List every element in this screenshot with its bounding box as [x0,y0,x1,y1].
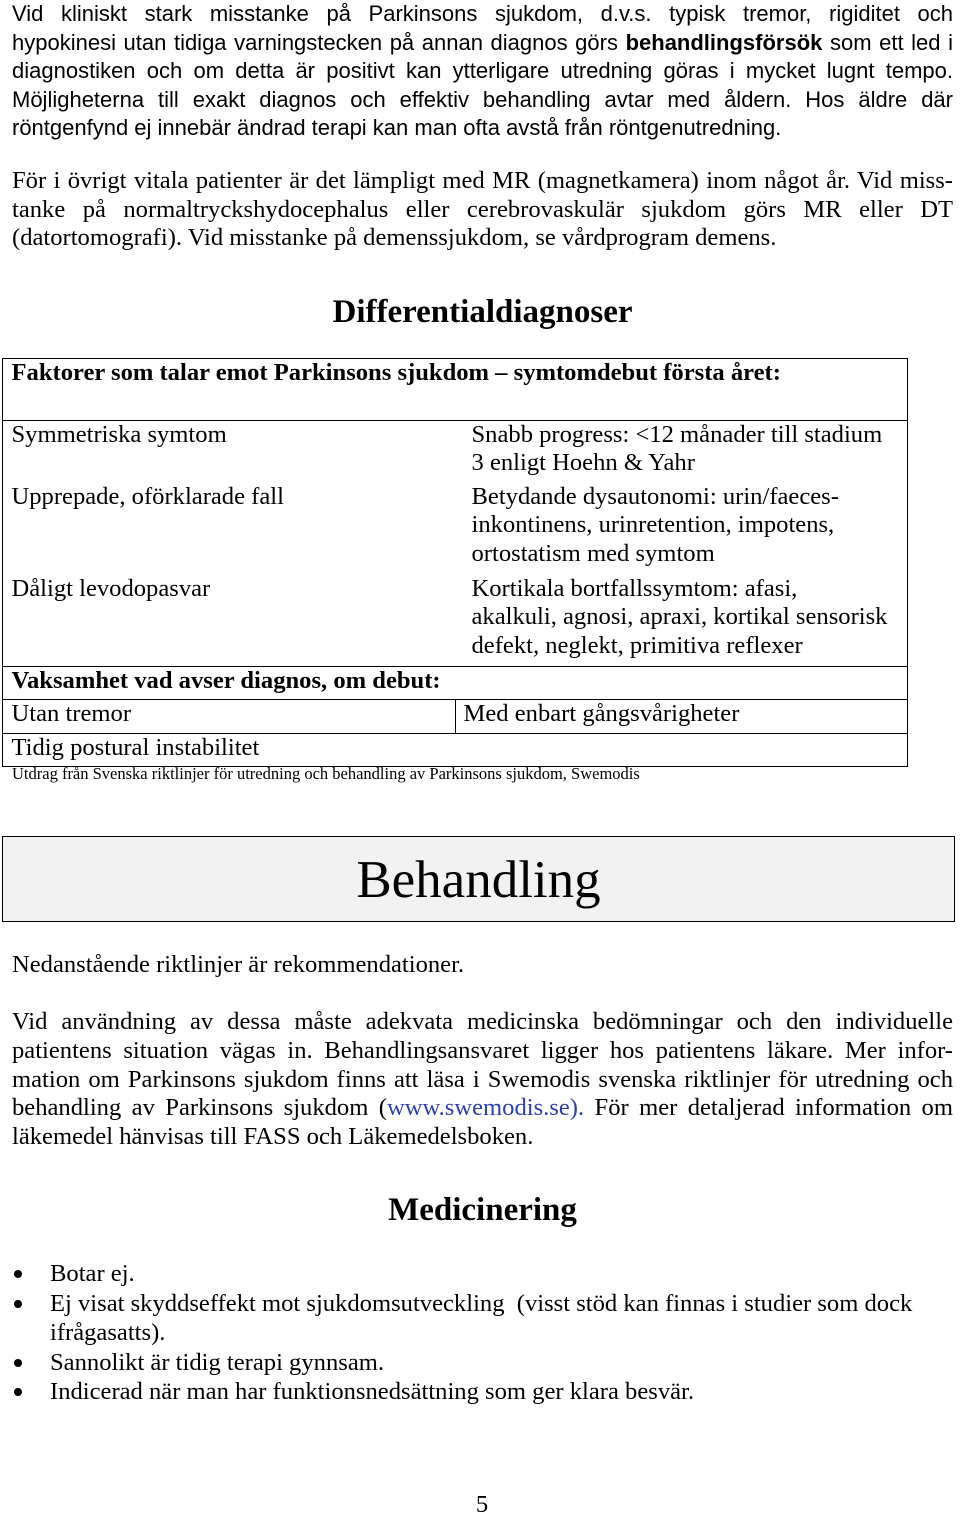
list-item [50,1259,930,1289]
table-cell-line: ortostatism med symtom [471,539,715,567]
table-cell-caution: Med enbart gångsvårigheter [463,699,740,727]
paragraph-line: läkemedel hänvisas till FASS och Läkemedelsboken. [12,1123,534,1150]
table-cell-factor: Upprepade, oförklarade fall [11,482,284,510]
paragraph-line: mation om Parkinsons sjukdom finns att läsa i Swemodis svenska riktlinjer för utredning och [12,1065,953,1093]
paragraph-line: För i övrigt vitala patienter är det lämpligt med MR (magnetkamera) inom något år. Vid miss- [12,167,953,194]
bullet-icon [14,1388,22,1396]
bullet-icon [14,1300,22,1308]
table-cell-factor-detail [472,575,888,661]
swemodis-link[interactable]: www.swemodis.se). [386,1094,585,1122]
section-heading-behandling: Behandling [356,850,601,909]
paragraph-line-text: behandling av Parkinsons sjukdom ( [12,1094,387,1122]
table-cell-factor-detail [472,421,883,478]
paragraph-line [12,1094,953,1123]
table-header: Faktorer som talar emot Parkinsons sjukdom – symtomdebut första året: [11,358,781,386]
list-item [50,1348,930,1378]
paragraph-line: Möjligheterna till exakt diagnos och effektiv behandling avtar med åldern. Hos äldre där [12,86,953,112]
paragraph-line-text: För mer detaljerad information om [584,1094,953,1122]
paragraph-line [12,29,953,58]
bullet-icon [14,1270,22,1278]
table-cell-line: Snabb progress: <12 månader till stadium [471,420,883,448]
table-cell-line: defekt, neglekt, primitiva reflexer [471,631,803,659]
bullet-icon [14,1359,22,1367]
treatment-paragraph [12,1008,953,1152]
paragraph-line: (datortomografi). Vid misstanke på demenssjukdom, se vårdprogram demens. [12,224,777,252]
list-item-text: Indicerad när man har funktionsnedsättning som ger klara besvär. [50,1378,695,1405]
table-cell-caution: Utan tremor [11,699,132,727]
emphasized-term: behandlingsförsök [625,29,823,55]
paragraph-line-text: hypokinesi utan tidiga varningstecken på annan diagnos görs [12,29,626,55]
table-cell-line: Betydande dysautonomi: urin/faeces- [471,482,839,510]
list-item [50,1289,930,1348]
paragraph-line: tanke på normaltryckshydocephalus eller cerebrovaskulär sjukdom görs MR eller DT [12,195,953,223]
page-number: 5 [475,1491,489,1518]
behandling-banner [2,836,955,922]
paragraph-line: Vid kliniskt stark misstanke på Parkinsons sjukdom, d.v.s. typisk tremor, rigiditet och [12,1,953,26]
paragraph-line: patientens situation vägas in. Behandlingsansvaret ligger hos patientens läkare. Mer infor- [12,1036,953,1064]
paragraph-line: diagnostiken och om detta är positivt kan ytterligare utredning göras i mycket lugnt tempo. [12,58,953,84]
paragraph-line: Vid användning av dessa måste adekvata medicinska bedömningar och den individuelle [12,1008,953,1035]
imaging-paragraph [12,167,953,253]
list-item-text: Sannolikt är tidig terapi gynnsam. [50,1348,385,1376]
table-cell-caution: Tidig postural instabilitet [11,733,260,761]
section-heading-differential: Differentialdiagnoser [332,294,633,330]
table-cell-factor: Symmetriska symtom [11,420,227,448]
table-column-divider [455,699,456,733]
list-item-text: Botar ej. [50,1260,135,1287]
table-cell-line: 3 enligt Hoehn & Yahr [471,449,695,477]
table-source-note: Utdrag från Svenska riktlinjer för utredning och behandling av Parkinsons sjukdom, Swemodis [12,764,640,783]
differential-diagnosis-table [2,358,908,767]
list-item [50,1377,930,1407]
table-cell-factor-detail [472,483,839,569]
intro-paragraph [12,0,953,143]
table-caution-header: Vaksamhet vad avser diagnos, om debut: [11,666,441,694]
section-heading-medicinering: Medicinering [388,1192,577,1228]
paragraph-line-text: som ett led i [822,29,954,55]
medication-bullet-list [50,1259,930,1407]
list-item-text: Ej visat skyddseffekt mot sjukdomsutveckling (visst stöd kan finnas i studier som dock ifrågasatts). [50,1289,919,1346]
table-cell-line: inkontinens, urinretention, impotens, [471,511,835,539]
table-cell-line: Kortikala bortfallssymtom: afasi, [471,574,798,602]
recommendation-note: Nedanstående riktlinjer är rekommendationer. [12,951,465,978]
table-cell-factor: Dåligt levodopasvar [11,574,211,602]
table-cell-line: akalkuli, agnosi, apraxi, kortikal sensorisk [471,603,888,631]
paragraph-line: röntgenfynd ej innebär ändrad terapi kan man ofta avstå från röntgenutredning. [12,115,782,141]
